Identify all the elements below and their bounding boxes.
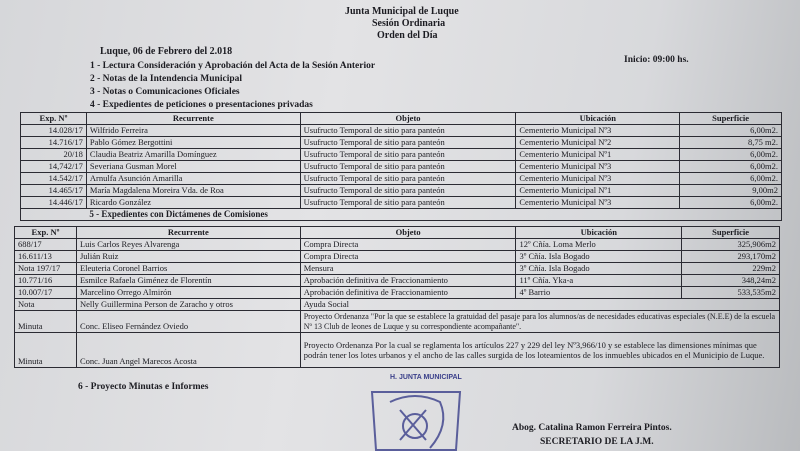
recurrente: Conc. Eliseo Fernández Oviedo [76, 311, 300, 333]
table-row [15, 311, 780, 333]
recurrente: Severiana Gusman Morel [86, 161, 300, 173]
table-row [15, 275, 780, 287]
exp-number: 16.611/13 [15, 251, 77, 263]
agenda-item-2: 2 - Notas de la Intendencia Municipal [90, 74, 243, 84]
seal-icon [360, 370, 470, 451]
table-row [15, 299, 780, 311]
superficie: 6,00m2. [680, 149, 782, 161]
recurrente: Marcelino Orrego Almirón [76, 287, 300, 299]
ubicacion: Cementerio Municipal Nº1 [516, 149, 680, 161]
exp-number: 14.446/17 [21, 197, 87, 209]
recurrente: Julián Ruiz [76, 251, 300, 263]
superficie: 6,00m2. [680, 173, 782, 185]
ubicacion: 4º Barrio [516, 287, 682, 299]
petitions-table [20, 112, 782, 221]
col-header-recurrente: Recurrente [86, 113, 300, 125]
objeto: Usufructo Temporal de sitio para panteón [300, 173, 516, 185]
ubicacion: 3º Cñía. Isla Bogado [516, 263, 682, 275]
table-row [21, 161, 782, 173]
ubicacion: 3º Cñía. Isla Bogado [516, 251, 682, 263]
table-row [15, 333, 780, 368]
order-of-day: Orden del Día [377, 30, 438, 41]
objeto: Usufructo Temporal de sitio para panteón [300, 197, 516, 209]
ubicacion: Cementerio Municipal Nº3 [516, 173, 680, 185]
recurrente: Wilfrido Ferreira [86, 125, 300, 137]
col-header-ubicacion: Ubicación [516, 113, 680, 125]
session-type: Sesión Ordinaria [372, 18, 446, 29]
table-row [21, 173, 782, 185]
superficie: 229m2 [682, 263, 780, 275]
table-row [15, 263, 780, 275]
recurrente: María Magdalena Moreira Vda. de Roa [86, 185, 300, 197]
col-header-recurrente: Recurrente [76, 227, 300, 239]
superficie: 6,00m2. [680, 197, 782, 209]
objeto: Usufructo Temporal de sitio para panteón [300, 185, 516, 197]
table-row [21, 185, 782, 197]
entry-type: Nota [15, 299, 77, 311]
objeto: Mensura [300, 263, 516, 275]
exp-number: 14.465/17 [21, 185, 87, 197]
ubicacion: Cementerio Municipal Nº2 [516, 137, 680, 149]
agenda-item-1: 1 - Lectura Consideración y Aprobación del Acta de la Sesión Anterior [90, 61, 376, 71]
exp-number: 20/18 [21, 149, 87, 161]
exp-number: 14.028/17 [21, 125, 87, 137]
col-header-ubicacion: Ubicación [516, 227, 682, 239]
table-row [15, 251, 780, 263]
col-header-superficie: Superficie [680, 113, 782, 125]
objeto: Aprobación definitiva de Fraccionamiento [300, 275, 516, 287]
superficie: 348,24m2 [682, 275, 780, 287]
objeto: Usufructo Temporal de sitio para panteón [300, 161, 516, 173]
objeto: Usufructo Temporal de sitio para panteón [300, 137, 516, 149]
exp-number: 688/17 [15, 239, 77, 251]
exp-number: Nota 197/17 [15, 263, 77, 275]
table-row [21, 137, 782, 149]
exp-number: 14.716/17 [21, 137, 87, 149]
ubicacion: 12º Cñía. Loma Merlo [516, 239, 682, 251]
recurrente: Arnulfa Asunción Amarilla [86, 173, 300, 185]
table-row [15, 239, 780, 251]
exp-number: 10.007/17 [15, 287, 77, 299]
entry-type: Minuta [15, 333, 77, 368]
objeto: Usufructo Temporal de sitio para panteón [300, 125, 516, 137]
exp-number: 14,742/17 [21, 161, 87, 173]
recurrente: Conc. Juan Angel Marecos Acosta [76, 333, 300, 368]
superficie: 533,535m2 [682, 287, 780, 299]
ubicacion: 11º Cñía. Yka-a [516, 275, 682, 287]
table-row [21, 149, 782, 161]
agenda-item-4: 4 - Expedientes de peticiones o presentaciones privadas [90, 100, 313, 110]
signatory-role: SECRETARIO DE LA J.M. [540, 437, 654, 447]
objeto: Usufructo Temporal de sitio para panteón [300, 149, 516, 161]
col-header-exp: Exp. Nº [15, 227, 77, 239]
superficie: 293,170m2 [682, 251, 780, 263]
agenda-item-5: 5 - Expedientes con Dictámenes de Comisiones [86, 209, 781, 221]
objeto: Proyecto Ordenanza Por la cual se reglamenta los artículos 227 y 229 del ley Nº3,966/10 y se establece las dimensiones mínimas que podrán tener los lotes urbanos y el ancho de las calles surgida de los loteamientos de los inmuebles ubicados en el Municipio de Luque. [300, 333, 779, 368]
recurrente: Luis Carlos Reyes Alvarenga [76, 239, 300, 251]
seal-text: H. JUNTA MUNICIPAL [390, 374, 462, 381]
ubicacion: Cementerio Municipal Nº3 [516, 125, 680, 137]
recurrente: Claudia Beatriz Amarilla Domínguez [86, 149, 300, 161]
objeto: Compra Directa [300, 251, 516, 263]
exp-number: 14.542/17 [21, 173, 87, 185]
col-header-exp: Exp. Nº [21, 113, 87, 125]
ubicacion: Cementerio Municipal Nº1 [516, 185, 680, 197]
superficie: 8,75 m2. [680, 137, 782, 149]
entry-type: Minuta [15, 311, 77, 333]
table-header-row [15, 227, 780, 239]
superficie: 6,00m2. [680, 125, 782, 137]
ubicacion: Cementerio Municipal Nº3 [516, 197, 680, 209]
table-header-row [21, 113, 782, 125]
recurrente: Pablo Gómez Bergottini [86, 137, 300, 149]
superficie: 9,00m2 [680, 185, 782, 197]
objeto: Aprobación definitiva de Fraccionamiento [300, 287, 516, 299]
document-title: Junta Municipal de Luque [345, 6, 459, 17]
superficie: 325,906m2 [682, 239, 780, 251]
date-line: Luque, 06 de Febrero del 2.018 [100, 46, 233, 57]
objeto: Ayuda Social [300, 299, 779, 311]
col-header-objeto: Objeto [300, 113, 516, 125]
agenda-item-3: 3 - Notas o Comunicaciones Oficiales [90, 87, 240, 97]
dictamenes-table [14, 226, 780, 368]
objeto: Compra Directa [300, 239, 516, 251]
table-row [21, 197, 782, 209]
recurrente: Ricardo González [86, 197, 300, 209]
start-time: Inicio: 09:00 hs. [624, 55, 689, 65]
superficie: 6,00m2. [680, 161, 782, 173]
exp-number: 10.771/16 [15, 275, 77, 287]
recurrente: Eleuteria Coronel Barrios [76, 263, 300, 275]
recurrente: Esmilce Rafaela Giménez de Florentín [76, 275, 300, 287]
table-row [21, 125, 782, 137]
col-header-superficie: Superficie [682, 227, 780, 239]
ubicacion: Cementerio Municipal Nº3 [516, 161, 680, 173]
table-row [15, 287, 780, 299]
signatory-name: Abog. Catalina Ramon Ferreira Pintos. [512, 423, 672, 433]
objeto: Proyecto Ordenanza "Por la que se establece la gratuidad del pasaje para los alumnos/as de necesidades educativas especiales (N.E.E) de la escuela Nº 13 Club de leones de Luque y su correspondiente acompañante". [300, 311, 779, 333]
section-5-row [21, 209, 782, 221]
official-seal [360, 370, 470, 451]
col-header-objeto: Objeto [300, 227, 516, 239]
recurrente: Nelly Guillermina Person de Zaracho y otros [76, 299, 300, 311]
agenda-item-6: 6 - Proyecto Minutas e Informes [78, 382, 209, 392]
